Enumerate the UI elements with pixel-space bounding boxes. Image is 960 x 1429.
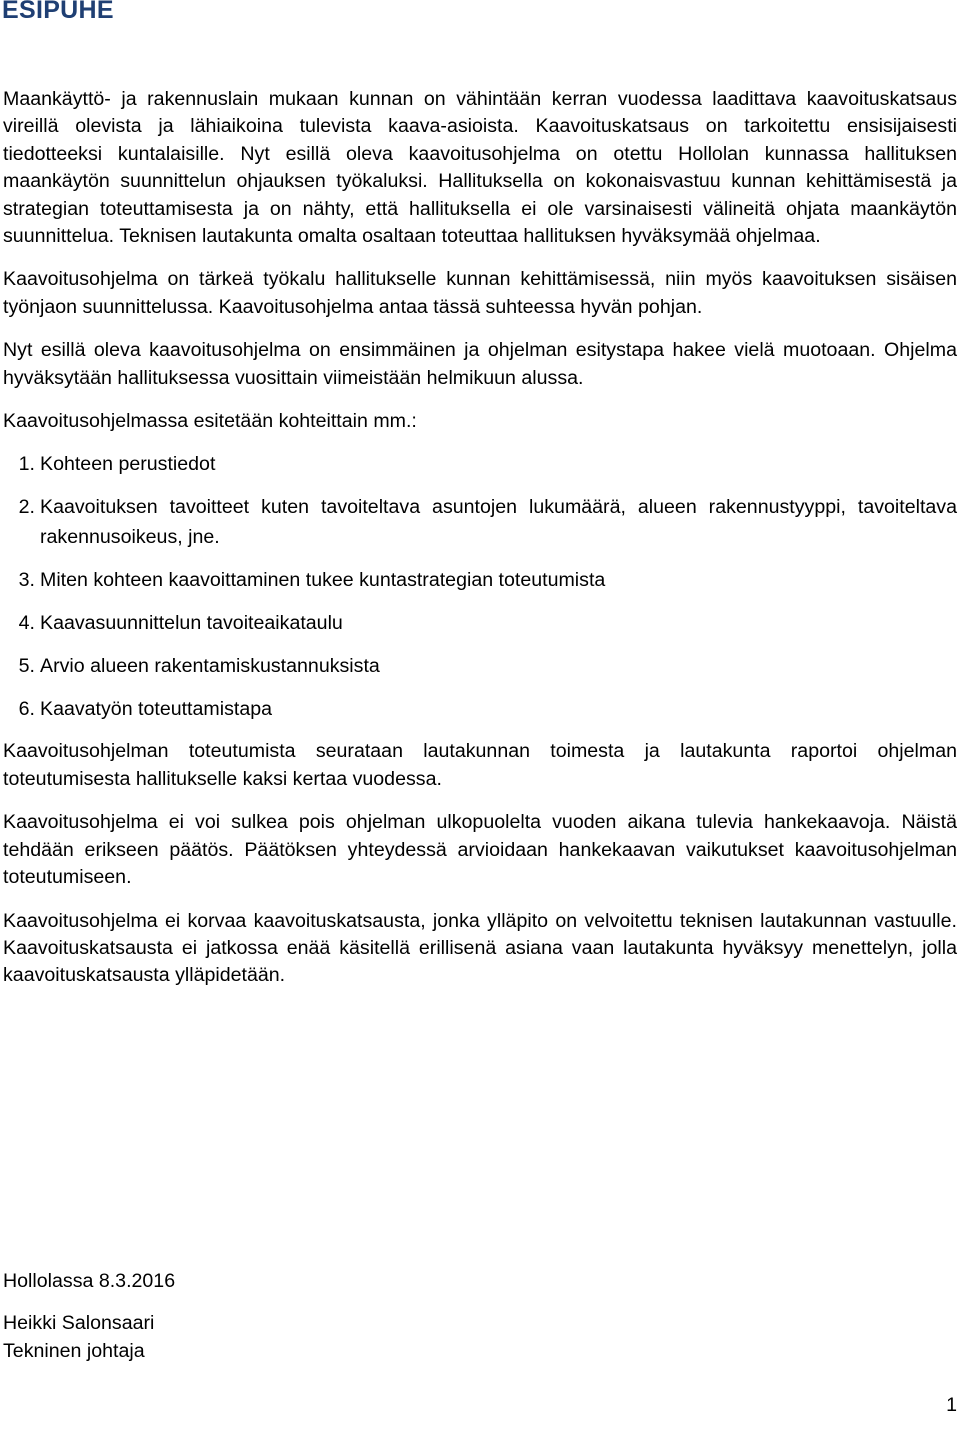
paragraph-zoning-review: Kaavoitusohjelma ei korvaa kaavoituskatsausta, jonka ylläpito on velvoitettu teknisen lautakunnan vastuulle. Kaavoituskatsausta ei jatkossa enää käsitellä erillisenä asiana vaan lautakunta hyväksyy menettelyn, jolla kaavoituskatsausta ylläpidetään. xyxy=(3,909,957,987)
paragraph-intro: Maankäyttö- ja rakennuslain mukaan kunnan on vähintään kerran vuodessa laadittava kaavoituskatsaus vireillä olevista ja lähiaikoina tulevista kaava-asioista. Kaavoituskatsaus on tarkoitettu ensisijaisesti tiedotteeksi kuntalaisille. Nyt esillä oleva kaavoitusohjelma on otettu Hollolan kunnassa hallituksen maankäytön suunnittelun ohjauksen työkaluksi. Hallituksella on kokonaisvastuu kunnan kehittämisestä ja strategian toteuttamisesta ja on nähty, että hallituksella ei ole varsinaisesti välineitä ohjata maankäytön suunnittelua. Teknisen lautakunta omalta osaltaan toteuttaa hallituksen hyväksymää ohjelmaa. xyxy=(3,88,957,248)
list-item-number: 4. xyxy=(18,612,35,635)
document-body xyxy=(3,86,957,1006)
paragraph-first-program: Nyt esillä oleva kaavoitusohjelma on ensimmäinen ja ohjelman esitystapa hakee vielä muotoaan. Ohjelma hyväksytään hallituksessa vuosittain viimeistään helmikuun alussa. xyxy=(3,339,957,389)
list-item-text: Kaavatyön toteuttamistapa xyxy=(40,698,273,721)
signer-title: Tekninen johtaja xyxy=(3,1340,145,1362)
list-item-number: 1. xyxy=(18,453,35,476)
list-item-text: Kaavasuunnittelun tavoiteaikataulu xyxy=(40,612,343,635)
numbered-list xyxy=(3,449,957,724)
page-title: ESIPUHE xyxy=(2,0,114,24)
list-item-text: Miten kohteen kaavoittaminen tukee kuntastrategian toteutumista xyxy=(40,569,606,592)
page-number: 1 xyxy=(946,1394,957,1416)
paragraph-project-plans: Kaavoitusohjelma ei voi sulkea pois ohjelman ulkopuolelta vuoden aikana tulevia hankekaavoja. Näistä tehdään erikseen päätös. Päätöksen yhteydessä arvioidaan hankekaavan vaikutukset kaavoitusohjelman toteutumiseen. xyxy=(3,811,957,889)
list-item xyxy=(3,651,957,681)
list-item-text: Arvio alueen rakentamiskustannuksista xyxy=(40,655,380,678)
list-item xyxy=(3,565,957,595)
list-item-number: 6. xyxy=(18,698,35,721)
signer-name: Heikki Salonsaari xyxy=(3,1312,155,1334)
list-item-number: 3. xyxy=(18,569,35,592)
list-item xyxy=(3,449,957,479)
paragraph-list-intro: Kaavoitusohjelmassa esitetään kohteittain mm.: xyxy=(3,410,417,433)
list-item xyxy=(3,492,957,552)
list-item-number: 5. xyxy=(18,655,35,678)
paragraph-monitoring: Kaavoitusohjelman toteutumista seurataan lautakunnan toimesta ja lautakunta raportoi ohjelman toteutumisesta hallitukselle kaksi kertaa vuodessa. xyxy=(3,740,957,790)
paragraph-tool: Kaavoitusohjelma on tärkeä työkalu hallitukselle kunnan kehittämisessä, niin myös kaavoituksen sisäisen työnjaon suunnittelussa. Kaavoitusohjelma antaa tässä suhteessa hyvän pohjan. xyxy=(3,268,957,318)
list-item-text: Kohteen perustiedot xyxy=(40,453,216,476)
list-item xyxy=(3,694,957,724)
signature-block xyxy=(3,1267,175,1365)
place-date: Hollolassa 8.3.2016 xyxy=(3,1270,176,1292)
list-item-number: 2. xyxy=(18,496,35,519)
list-item xyxy=(3,608,957,638)
list-item-text: Kaavoituksen tavoitteet kuten tavoiteltava asuntojen lukumäärä, alueen rakennustyyppi, tavoiteltava rakennusoikeus, jne. xyxy=(40,496,957,549)
